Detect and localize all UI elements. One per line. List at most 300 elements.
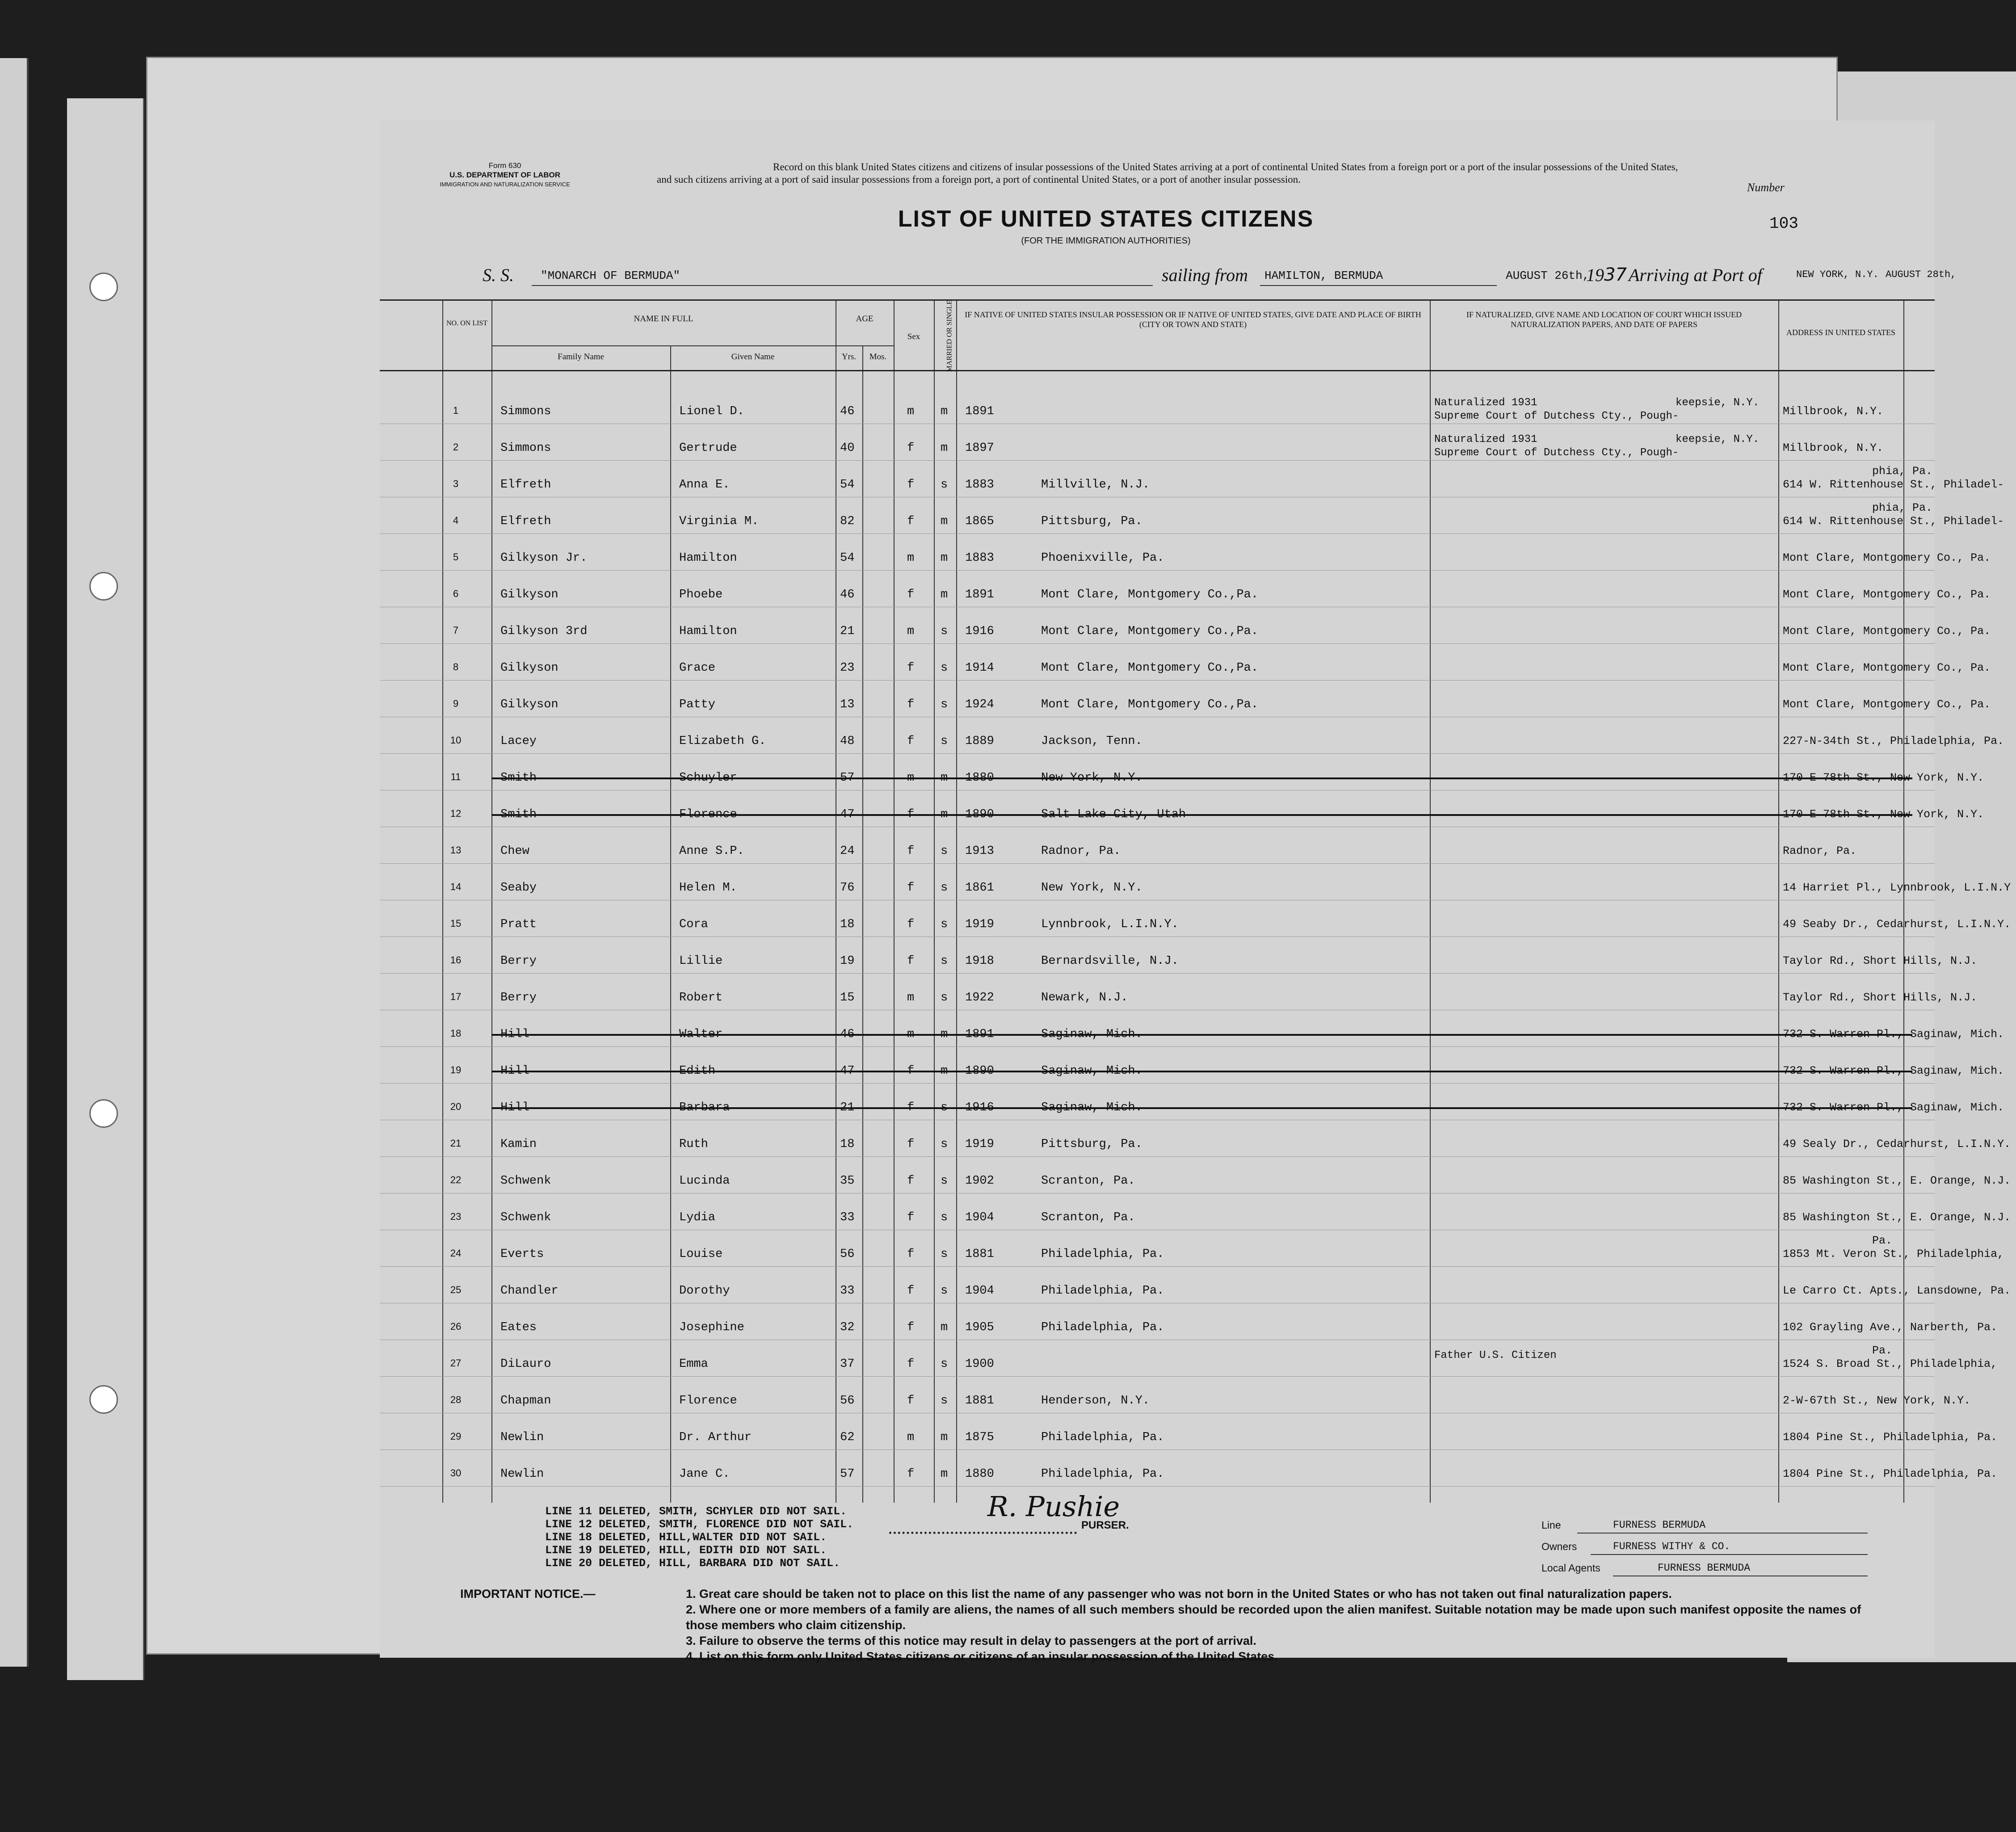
address: Mont Clare, Montgomery Co., Pa. [1783,661,1991,674]
address-continuation: phia, Pa. [1872,501,1933,514]
important-notice [460,1586,1890,1664]
header-name-in-full: NAME IN FULL [634,314,693,324]
address: Millbrook, N.Y. [1783,441,1884,454]
age-years: 57 [840,771,855,785]
age-years: 54 [840,478,855,492]
notice-item: 3. Failure to observe the terms of this notice may result in delay to passengers at the port of arrival. [686,1634,1256,1647]
service: IMMIGRATION AND NATURALIZATION SERVICE [440,181,570,188]
header-yrs: Yrs. [841,352,857,361]
sex: f [907,1064,915,1078]
row-number: 5 [453,551,459,563]
family-name: Everts [500,1248,544,1261]
deletion-notes [545,1505,853,1570]
age-years: 15 [840,991,855,1004]
punch-hole-icon [89,1385,118,1414]
row-number: 3 [453,478,459,489]
marital-status: s [941,661,948,675]
marital-status: m [941,771,948,785]
sex: m [907,625,915,638]
sex: f [907,735,915,748]
marital-status: s [941,698,948,711]
family-name: Gilkyson 3rd [500,625,588,638]
family-name: Berry [500,991,537,1004]
header-naturalized: IF NATURALIZED, GIVE NAME AND LOCATION OF COURT WHICH ISSUED NATURALIZATION PAPERS, AND DATE OF PAPERS [1466,310,1742,329]
birth-place: Philadelphia, Pa. [1041,1467,1164,1481]
address: Mont Clare, Montgomery Co., Pa. [1783,698,1991,711]
birth-place: Radnor, Pa. [1041,845,1121,858]
header-mos: Mos. [869,352,887,361]
given-name: Hamilton [679,551,737,565]
sex: f [907,1101,915,1114]
row-number: 13 [450,845,462,856]
birth-place: New York, N.Y. [1041,771,1142,785]
deleted-row-strike [491,1071,1912,1072]
form-number: Form 630 [488,161,521,170]
family-name: Gilkyson Jr. [500,551,588,565]
age-years: 47 [840,808,855,821]
birth-year: 1883 [965,478,994,492]
address: 732 S. Warren Pl., Saginaw, Mich. [1783,1101,2004,1114]
address: 732 S. Warren Pl., Saginaw, Mich. [1783,1064,2004,1077]
naturalization-note: keepsie, N.Y. [1676,397,1760,409]
row-number: 18 [450,1028,462,1039]
arrival-date: AUGUST 28th, [1886,269,1957,280]
age-years: 46 [840,588,855,601]
address: Mont Clare, Montgomery Co., Pa. [1783,588,1991,601]
birth-place: Salt Lake City, Utah [1041,808,1186,821]
given-name: Florence [679,1394,737,1408]
birth-year: 1890 [965,1064,994,1078]
address: 102 Grayling Ave., Narberth, Pa. [1783,1321,1998,1334]
punch-hole-icon [89,572,118,601]
family-name: Elfreth [500,478,551,492]
row-number: 9 [453,698,459,709]
birth-year: 1891 [965,1028,994,1041]
given-name: Barbara [679,1101,730,1114]
page-title: LIST OF UNITED STATES CITIZENS [898,206,1314,232]
birth-year: 1916 [965,1101,994,1114]
birth-place: Philadelphia, Pa. [1041,1248,1164,1261]
sex: f [907,515,915,528]
sail-date: AUGUST 26th, [1506,269,1590,282]
sex: f [907,661,915,675]
age-years: 32 [840,1321,855,1334]
given-name: Lionel D. [679,405,744,418]
marital-status: m [941,1431,948,1444]
family-name: Hill [500,1101,529,1114]
given-name: Jane C. [679,1467,730,1481]
birth-year: 1861 [965,881,994,895]
age-years: 56 [840,1248,855,1261]
age-years: 62 [840,1431,855,1444]
family-name: Schwenk [500,1211,551,1224]
sex: f [907,698,915,711]
given-name: Edith [679,1064,716,1078]
birth-year: 1890 [965,808,994,821]
address: Taylor Rd., Short Hills, N.J. [1783,991,1978,1004]
adjacent-page-edge [0,58,29,1667]
naturalization-note: Naturalized 1931 [1434,397,1537,409]
birth-place: Jackson, Tenn. [1041,735,1142,748]
marital-status: s [941,625,948,638]
address: 614 W. Rittenhouse St., Philadel- [1783,478,2004,491]
birth-year: 1916 [965,625,994,638]
row-number: 10 [450,735,462,746]
age-years: 33 [840,1211,855,1224]
age-years: 19 [840,954,855,968]
agents-value: FURNESS BERMUDA [1658,1562,1751,1574]
row-number: 11 [450,771,461,782]
family-name: Chapman [500,1394,551,1408]
sailing-from: HAMILTON, BERMUDA [1264,269,1383,282]
marital-status: m [941,441,948,455]
row-number: 15 [450,918,462,929]
department: U.S. DEPARTMENT OF LABOR [449,171,561,179]
given-name: Dr. Arthur [679,1431,752,1444]
address: Mont Clare, Montgomery Co., Pa. [1783,625,1991,638]
sex: f [907,881,915,895]
sex: f [907,1174,915,1188]
sex: m [907,551,915,565]
birth-place: Scranton, Pa. [1041,1211,1135,1224]
birth-year: 1900 [965,1357,994,1371]
marital-status: s [941,881,948,895]
family-name: Simmons [500,405,551,418]
family-name: Chandler [500,1284,559,1298]
marital-status: s [941,1284,948,1298]
age-years: 24 [840,845,855,858]
form-header [433,161,576,189]
number-value: 103 [1769,214,1798,233]
deletion-note: LINE 12 DELETED, SMITH, FLORENCE DID NOT SAIL. [545,1518,854,1531]
deleted-row-strike [491,814,1912,816]
sex: f [907,1321,915,1334]
birth-place: Mont Clare, Montgomery Co.,Pa. [1041,588,1259,601]
given-name: Anne S.P. [679,845,744,858]
header-given-name: Given Name [731,352,775,361]
sex: f [907,1394,915,1408]
given-name: Ruth [679,1138,708,1151]
marital-status: s [941,1174,948,1188]
birth-year: 1905 [965,1321,994,1334]
deleted-row-strike [491,1034,1912,1036]
sex: f [907,1284,915,1298]
given-name: Grace [679,661,716,675]
header-age: AGE [856,314,874,324]
age-years: 46 [840,1028,855,1041]
sex: m [907,771,915,785]
given-name: Cora [679,918,708,931]
deletion-note: LINE 18 DELETED, HILL,WALTER DID NOT SAIL. [545,1531,827,1544]
given-name: Louise [679,1248,723,1261]
family-name: Smith [500,808,537,821]
sex: f [907,1211,915,1224]
address: Le Carro Ct. Apts., Lansdowne, Pa. [1783,1284,2011,1297]
address: 49 Sealy Dr., Cedarhurst, L.I.N.Y. [1783,1138,2011,1151]
age-years: 57 [840,1467,855,1481]
family-name: Berry [500,954,537,968]
marital-status: m [941,808,948,821]
address: 1804 Pine St., Philadelphia, Pa. [1783,1467,1998,1480]
header-family-name: Family Name [558,352,604,361]
marital-status: s [941,1211,948,1224]
age-years: 18 [840,918,855,931]
row-number: 7 [453,625,459,636]
row-number: 6 [453,588,459,599]
age-years: 46 [840,405,855,418]
address: Radnor, Pa. [1783,845,1857,857]
sex: f [907,918,915,931]
sex: f [907,808,915,821]
birth-year: 1865 [965,515,994,528]
birth-place: New York, N.Y. [1041,881,1142,895]
row-number: 19 [450,1064,462,1076]
address: 1853 Mt. Veron St., Philadelphia, [1783,1248,2004,1261]
birth-place: Scranton, Pa. [1041,1174,1135,1188]
purser-label: PURSER. [1081,1519,1129,1531]
row-number: 22 [450,1174,462,1185]
given-name: Lillie [679,954,723,968]
marital-status: s [941,1138,948,1151]
sex: m [907,405,915,418]
given-name: Lucinda [679,1174,730,1188]
address-continuation: phia, Pa. [1872,465,1933,478]
age-years: 33 [840,1284,855,1298]
row-number: 16 [450,954,462,966]
address: Mont Clare, Montgomery Co., Pa. [1783,551,1991,564]
sex: m [907,1028,915,1041]
marital-status: s [941,1394,948,1408]
birth-year: 1924 [965,698,994,711]
birth-place: Pittsburg, Pa. [1041,515,1142,528]
age-years: 82 [840,515,855,528]
age-years: 13 [840,698,855,711]
naturalization-court: Supreme Court of Dutchess Cty., Pough- [1434,410,1679,422]
birth-place: Bernardsville, N.J. [1041,954,1179,968]
birth-place: Saginaw, Mich. [1041,1064,1142,1078]
adjacent-page-edge [67,98,144,1680]
birth-year: 1922 [965,991,994,1004]
row-number: 17 [450,991,462,1002]
owners-value: FURNESS WITHY & CO. [1613,1541,1730,1552]
marital-status: m [941,405,948,418]
birth-year: 1913 [965,845,994,858]
birth-year: 1914 [965,661,994,675]
birth-year: 1904 [965,1284,994,1298]
birth-year: 1902 [965,1174,994,1188]
notice-item: 4. List on this form only United States citizens or citizens of an insular possession of the United States. [686,1650,1278,1663]
row-number: 25 [450,1284,462,1295]
ship-name: "MONARCH OF BERMUDA" [541,269,680,282]
family-name: Schwenk [500,1174,551,1188]
passenger-table [380,299,2011,1503]
number-label: Number [1747,181,1785,194]
line-label: Line [1541,1519,1561,1531]
row-number: 14 [450,881,462,892]
owners-label: Owners [1541,1541,1577,1552]
address-continuation: Pa. [1872,1234,1893,1247]
family-name: Gilkyson [500,661,559,675]
birth-year: 1891 [965,588,994,601]
given-name: Schuyler [679,771,737,785]
age-years: 23 [840,661,855,675]
marital-status: m [941,588,948,601]
family-name: Hill [500,1028,529,1041]
naturalization-note: Naturalized 1931 [1434,433,1537,445]
page-subtitle: (FOR THE IMMIGRATION AUTHORITIES) [1021,236,1191,246]
marital-status: s [941,954,948,968]
birth-year: 1918 [965,954,994,968]
birth-year: 1880 [965,771,994,785]
given-name: Patty [679,698,716,711]
birth-place: Philadelphia, Pa. [1041,1284,1164,1298]
voyage-line [483,265,1957,291]
address: 1524 S. Broad St., Philadelphia, [1783,1357,1998,1370]
sex: f [907,954,915,968]
marital-status: s [941,1248,948,1261]
age-years: 21 [840,625,855,638]
row-number: 23 [450,1211,462,1222]
address: 170 E 78th St., New York, N.Y. [1783,808,1984,821]
sex: f [907,441,915,455]
marital-status: m [941,1467,948,1481]
family-name: Gilkyson [500,588,559,601]
birth-place: Phoenixville, Pa. [1041,551,1164,565]
ss-label: S. S. [483,265,514,285]
notice-item: 1. Great care should be taken not to place on this list the name of any passenger who was not born in the United States or who has not taken out final naturalization papers. [686,1587,1672,1601]
family-name: Smith [500,771,537,785]
birth-place: Philadelphia, Pa. [1041,1321,1164,1334]
sex: f [907,1248,915,1261]
birth-year: 1881 [965,1394,994,1408]
address: 1804 Pine St., Philadelphia, Pa. [1783,1431,1998,1444]
notice-heading: IMPORTANT NOTICE.— [460,1587,596,1601]
family-name: Gilkyson [500,698,559,711]
purser-signature: R. Pushie [987,1490,1120,1523]
birth-place: Mont Clare, Montgomery Co.,Pa. [1041,698,1259,711]
row-number: 1 [453,405,459,416]
birth-year: 1904 [965,1211,994,1224]
arrival-port: NEW YORK, N.Y. [1796,269,1879,280]
family-name: Hill [500,1064,529,1078]
birth-year: 1883 [965,551,994,565]
family-name: Chew [500,845,529,858]
family-name: Pratt [500,918,537,931]
sail-year: 37 [1604,265,1627,285]
birth-place: Pittsburg, Pa. [1041,1138,1142,1151]
given-name: Walter [679,1028,723,1041]
given-name: Dorothy [679,1284,730,1298]
address: 14 Harriet Pl., Lynnbrook, L.I.N.Y [1783,881,2011,894]
line-value: FURNESS BERMUDA [1613,1519,1706,1531]
age-years: 76 [840,881,855,895]
address: 85 Washington St., E. Orange, N.J. [1783,1174,2011,1187]
sex: f [907,1467,915,1481]
birth-place: Henderson, N.Y. [1041,1394,1150,1408]
naturalization-court: Supreme Court of Dutchess Cty., Pough- [1434,447,1679,459]
row-number: 12 [450,808,462,819]
marital-status: m [941,1028,948,1041]
age-years: 21 [840,1101,855,1114]
birth-year: 1880 [965,1467,994,1481]
address: 85 Washington St., E. Orange, N.J. [1783,1211,2011,1224]
row-number: 21 [450,1138,462,1149]
given-name: Gertrude [679,441,737,455]
address-continuation: Pa. [1872,1344,1893,1357]
sex: m [907,991,915,1004]
sex: m [907,1431,915,1444]
age-years: 18 [840,1138,855,1151]
marital-status: m [941,515,948,528]
marital-status: s [941,1357,948,1371]
birth-year: 1919 [965,1138,994,1151]
birth-place: Mont Clare, Montgomery Co.,Pa. [1041,661,1259,675]
given-name: Virginia M. [679,515,759,528]
sex: f [907,1357,915,1371]
row-number: 4 [453,515,459,526]
birth-place: Millville, N.J. [1041,478,1150,492]
family-name: Seaby [500,881,537,895]
address: 614 W. Rittenhouse St., Philadel- [1783,515,2004,528]
given-name: Anna E. [679,478,730,492]
age-years: 54 [840,551,855,565]
row-number: 24 [450,1248,462,1259]
header-sex: Sex [907,332,920,341]
birth-place: Newark, N.J. [1041,991,1128,1004]
age-years: 40 [840,441,855,455]
age-years: 56 [840,1394,855,1408]
header-no: NO. ON LIST [446,319,487,327]
family-name: Elfreth [500,515,551,528]
family-name: Newlin [500,1431,544,1444]
agents-label: Local Agents [1541,1562,1600,1574]
deletion-note: LINE 19 DELETED, HILL, EDITH DID NOT SAIL. [545,1544,827,1557]
sex: f [907,478,915,492]
naturalization-note: keepsie, N.Y. [1676,433,1760,445]
row-number: 30 [450,1467,462,1479]
birth-year: 1919 [965,918,994,931]
birth-place: Lynnbrook, L.I.N.Y. [1041,918,1179,931]
sex: f [907,588,915,601]
marital-status: s [941,1101,948,1114]
birth-year: 1889 [965,735,994,748]
birth-place: Mont Clare, Montgomery Co.,Pa. [1041,625,1259,638]
given-name: Helen M. [679,881,737,895]
header-married: MARRIED OR SINGLE [945,300,953,372]
birth-year: 1891 [965,405,994,418]
given-name: Lydia [679,1211,716,1224]
row-number: 8 [453,661,459,672]
row-number: 26 [450,1321,462,1332]
birth-year: 1897 [965,441,994,455]
family-name: Lacey [500,735,537,748]
row-number: 29 [450,1431,462,1442]
deleted-row-strike [491,1107,1912,1109]
given-name: Hamilton [679,625,737,638]
marital-status: m [941,1064,948,1078]
birth-year: 1881 [965,1248,994,1261]
family-name: Kamin [500,1138,537,1151]
given-name: Emma [679,1357,708,1371]
header-address: ADDRESS IN UNITED STATES [1786,328,1896,337]
given-name: Florence [679,808,737,821]
given-name: Josephine [679,1321,744,1334]
given-name: Robert [679,991,723,1004]
address: Millbrook, N.Y. [1783,405,1884,418]
sail-year-prefix: 19 [1586,265,1604,285]
notice-item: 2. Where one or more members of a family are aliens, the names of all such members should be recorded upon the alien manifest. Suitable notation may be made upon such manifest opposite the names of those members who claim citizenship. [686,1603,1861,1632]
sailing-from-label: sailing from [1162,265,1248,285]
